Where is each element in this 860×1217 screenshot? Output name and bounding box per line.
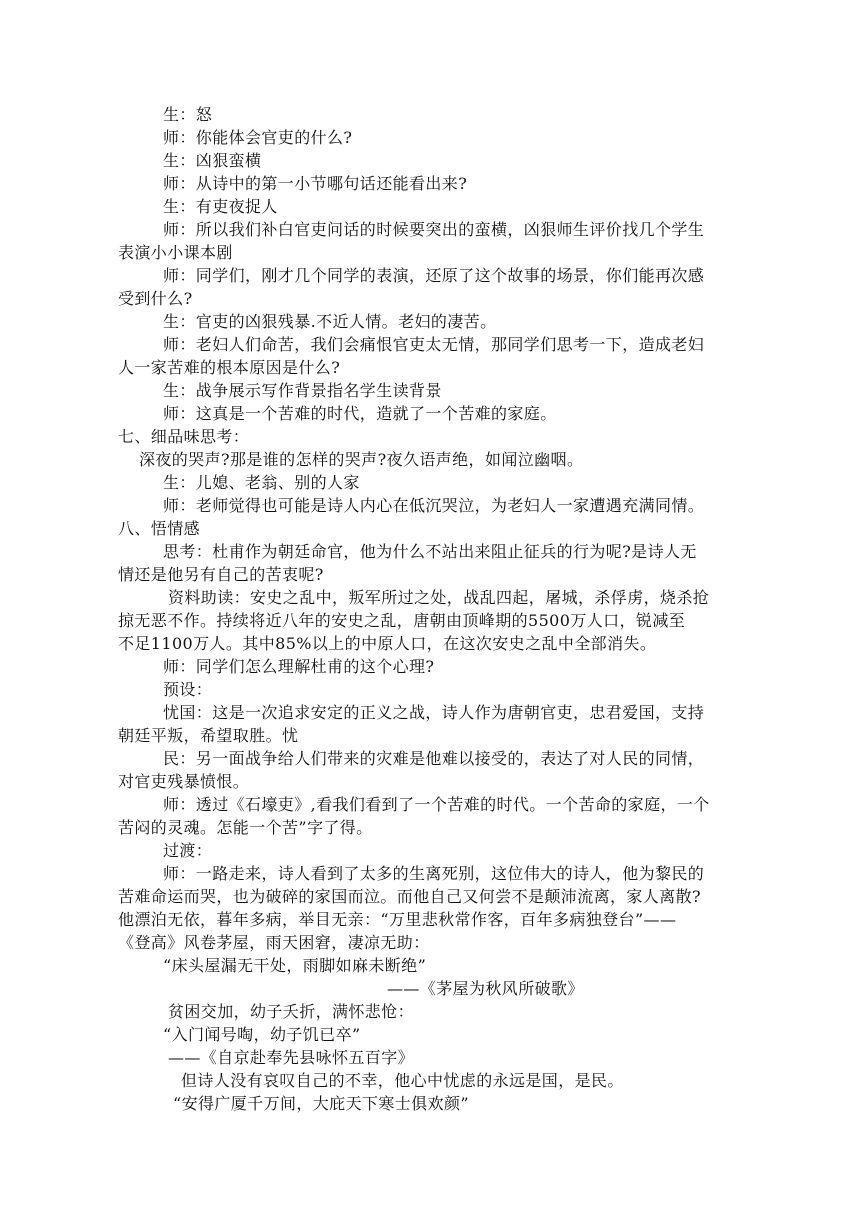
text-line: 师：所以我们补白官吏问话的时候要突出的蛮横，凶狠师生评价找几个学生 <box>163 220 705 239</box>
quote-line: “入门闻号啕，幼子饥已卒” <box>163 1025 361 1044</box>
text-line: 表演小小课本剧 <box>118 243 233 262</box>
text-line: 掠无恶不作。持续将近八年的安史之乱，唐朝由顶峰期的5500万人口，锐减至 <box>118 611 686 630</box>
text-line: 师：透过《石壕吏》,看我们看到了一个苦难的时代。一个苦命的家庭，一个 <box>163 795 710 814</box>
text-line: 生：怒 <box>163 105 213 124</box>
text-line: 生：凶狠蛮横 <box>163 151 262 170</box>
quote-line: “安得广厦千万间，大庇天下寒士俱欢颜” <box>173 1094 469 1113</box>
text-line: 朝廷平叛，希望取胜。忧 <box>118 726 299 745</box>
text-line: 不足1100万人。其中85%以上的中原人口，在这次安史之乱中全部消失。 <box>118 634 657 653</box>
text-line: 对官吏残暴愤恨。 <box>118 772 250 791</box>
text-line: 民：另一面战争给人们带来的灾难是他难以接受的，表达了对人民的同情， <box>163 749 705 768</box>
text-line: 过渡： <box>163 841 213 860</box>
text-line: 但诗人没有哀叹自己的不幸，他心中忧虑的永远是国，是民。 <box>181 1071 624 1090</box>
text-line: 忧国：这是一次追求安定的正义之战，诗人作为唐朝官吏，忠君爱国，支持 <box>163 703 705 722</box>
text-line: 他漂泊无依，暮年多病，举目无亲：“万里悲秋常作客，百年多病独登台”—— <box>118 910 677 929</box>
section-heading: 七、细品味思考： <box>118 427 250 446</box>
quote-source: ——《茅屋为秋风所破歌》 <box>387 979 584 998</box>
text-line: 生：儿媳、老翁、别的人家 <box>163 473 360 492</box>
text-line: 师：老妇人们命苦，我们会痛恨官吏太无情，那同学们思考一下，造成老妇 <box>163 335 705 354</box>
text-line: 苦闷的灵魂。怎能一个苦”字了得。 <box>118 818 373 837</box>
text-line: 师：同学们怎么理解杜甫的这个心理? <box>163 657 435 676</box>
text-line: 师：同学们，刚才几个同学的表演，还原了这个故事的场景，你们能再次感 <box>163 266 705 285</box>
quote-line: “床头屋漏无干处，雨脚如麻未断绝” <box>163 956 427 975</box>
text-line: 苦难命运而哭，也为破碎的家国而泣。而他自己又何尝不是颠沛流离，家人离散? <box>118 887 701 906</box>
text-line: 生：战争展示写作背景指名学生读背景 <box>163 381 442 400</box>
text-line: 师：你能体会官吏的什么? <box>163 128 353 147</box>
text-line: 人一家苦难的根本原因是什么? <box>118 358 341 377</box>
text-line: 情还是他另有自己的苦衷呢? <box>118 565 324 584</box>
text-line: 深夜的哭声?那是谁的怎样的哭声?夜久语声绝，如闻泣幽咽。 <box>139 450 584 469</box>
text-line: 师：一路走来，诗人看到了太多的生离死别，这位伟大的诗人，他为黎民的 <box>163 864 705 883</box>
text-line: 师：老师觉得也可能是诗人内心在低沉哭泣，为老妇人一家遭遇充满同情。 <box>163 496 705 515</box>
section-heading: 八、悟情感 <box>118 519 201 538</box>
text-line: 受到什么? <box>118 289 193 308</box>
text-line: 《登高》风卷茅屋，雨天困窘，凄凉无助： <box>118 933 430 952</box>
text-line: 资料助读：安史之乱中，叛军所过之处，战乱四起，屠城，杀俘虏，烧杀抢 <box>168 588 710 607</box>
text-line: 生：官吏的凶狠残暴.不近人情。老妇的凄苦。 <box>163 312 497 331</box>
quote-source: ——《自京赴奉先县咏怀五百字》 <box>168 1048 415 1067</box>
text-line: 师：这真是一个苦难的时代，造就了一个苦难的家庭。 <box>163 404 557 423</box>
text-line: 贫困交加，幼子夭折，满怀悲怆： <box>168 1002 415 1021</box>
text-line: 师：从诗中的第一小节哪句话还能看出来? <box>163 174 468 193</box>
text-line: 思考：杜甫作为朝廷命官，他为什么不站出来阻止征兵的行为呢?是诗人无 <box>163 542 697 561</box>
text-line: 生：有吏夜捉人 <box>163 197 278 216</box>
text-line: 预设： <box>163 680 213 699</box>
